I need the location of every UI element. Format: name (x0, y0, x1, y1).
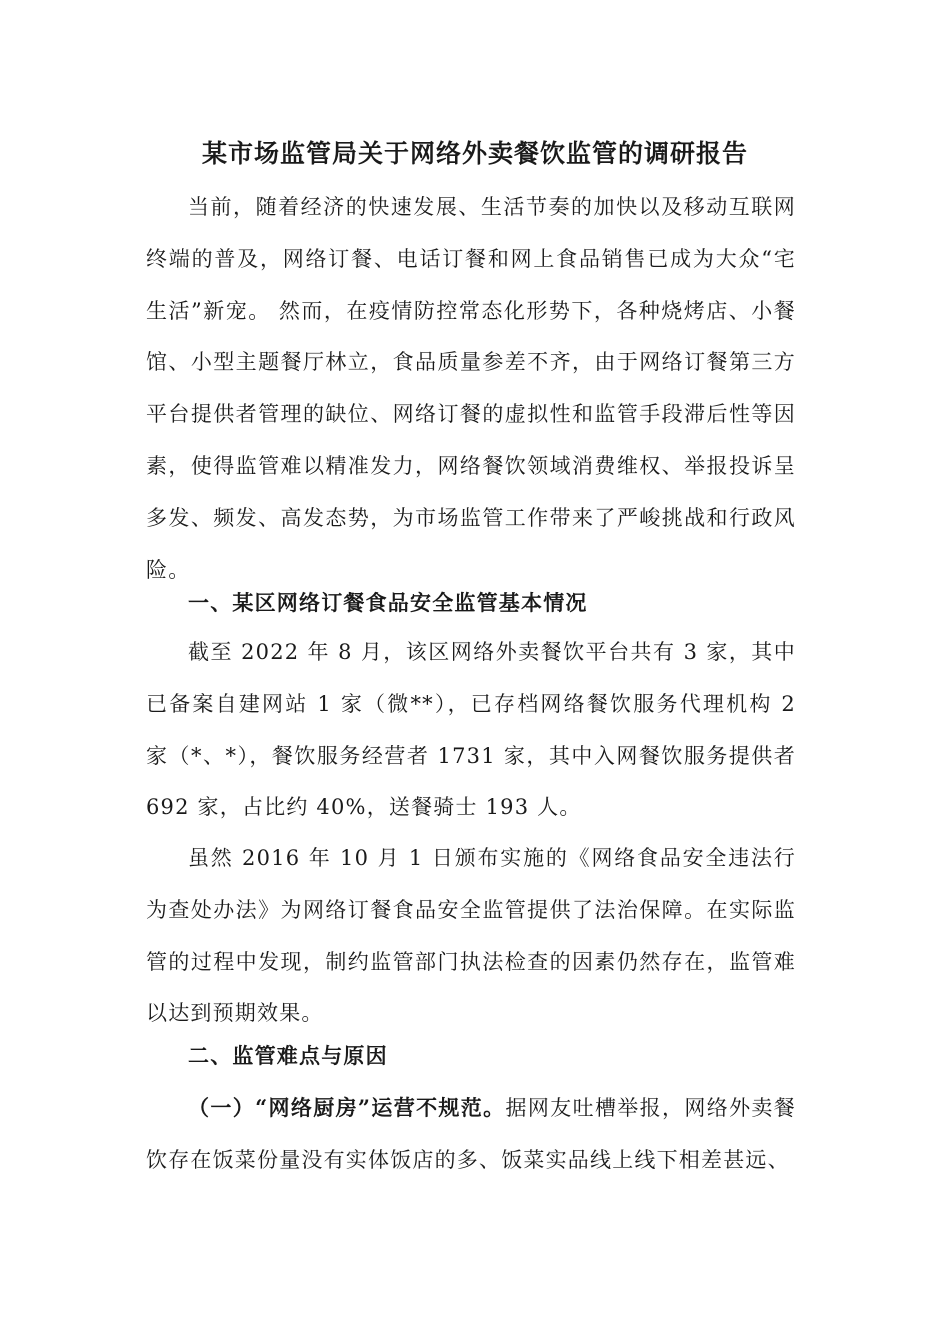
section-2-subsection-1 (146, 1082, 796, 1187)
subsection-1-text: 据网友吐槽举报，网络外卖餐饮存在饭菜份量没有实体饭店的多、饭菜实品线上线下相差甚远、 (146, 1096, 796, 1172)
section-2-heading: 二、监管难点与原因 (188, 1043, 388, 1068)
section-1-paragraph-1: 截至 2022 年 8 月，该区网络外卖餐饮平台共有 3 家，其中已备案自建网站 1 家（微**），已存档网络餐饮服务代理机构 2 家（*、*），餐饮服务经营者 1731 家，其中入网餐饮服务提供者 692 家，占比约 40%，送餐骑士 193 人。 (146, 640, 796, 820)
section-1-heading: 一、某区网络订餐食品安全监管基本情况 (188, 590, 588, 615)
document-title: 某市场监管局关于网络外卖餐饮监管的调研报告 (201, 139, 748, 168)
intro-paragraph: 当前，随着经济的快速发展、生活节奏的加快以及移动互联网终端的普及，网络订餐、电话订餐和网上食品销售已成为大众“宅生活”新宠。 然而，在疫情防控常态化形势下，各种烧烤店、小餐馆、小型主题餐厅林立，食品质量参差不齐，由于网络订餐第三方平台提供者管理的缺位、网络订餐的虚拟性和监管手段滞后性等因素，使得监管难以精准发力，网络餐饮领域消费维权、举报投诉呈多发、频发、高发态势，为市场监管工作带来了严峻挑战和行政风险。 (146, 195, 796, 582)
subsection-1-title: （一）“网络厨房”运营不规范。 (188, 1095, 506, 1120)
section-1-paragraph-2: 虽然 2016 年 10 月 1 日颁布实施的《网络食品安全违法行为查处办法》为网络订餐食品安全监管提供了法治保障。在实际监管的过程中发现，制约监管部门执法检查的因素仍然存在，监管难以达到预期效果。 (146, 846, 796, 1026)
